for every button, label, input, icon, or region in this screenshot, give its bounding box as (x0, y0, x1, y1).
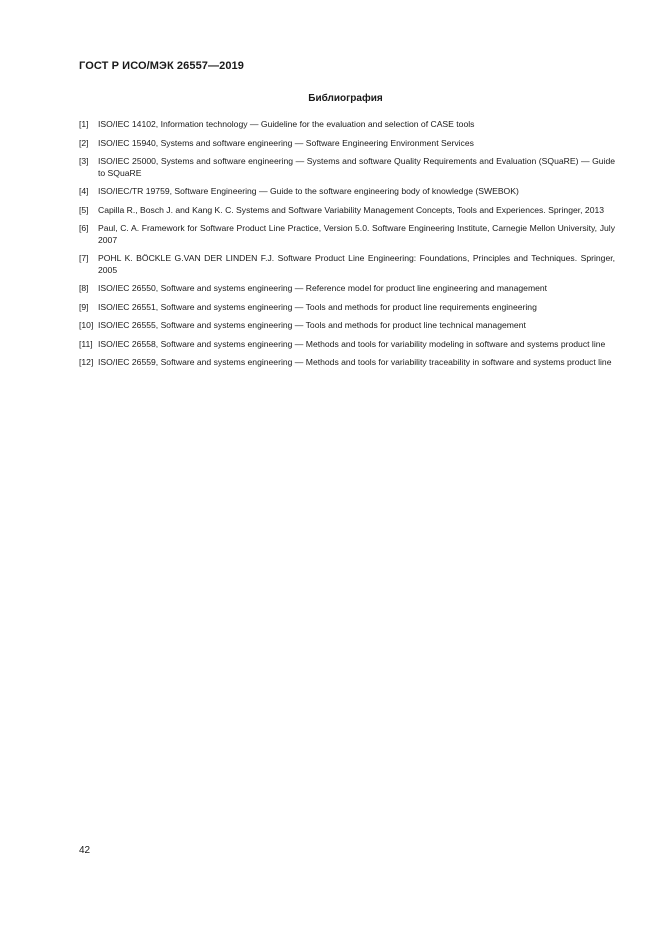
section-title: Библиография (308, 93, 383, 104)
document-header: ГОСТ Р ИСО/МЭК 26557—2019 (79, 60, 244, 72)
bibliography-entry (79, 205, 615, 217)
bibliography-entry (79, 320, 615, 332)
entry-number: [9] (79, 301, 89, 312)
entry-text: ISO/IEC 26558, Software and systems engineering — Methods and tools for variability modeling in software and systems product line (98, 338, 606, 349)
page-number: 42 (79, 845, 91, 856)
entry-text: ISO/IEC 26559, Software and systems engineering — Methods and tools for variability traceability in software and systems product line (98, 357, 612, 367)
entry-text: Capilla R., Bosch J. and Kang K. C. Systems and Software Variability Management Concepts, Tools and Experiences. Springer, 2013 (98, 204, 605, 215)
entry-number: [5] (79, 204, 89, 215)
entry-number: [2] (79, 137, 89, 148)
entry-number: [12] (79, 357, 94, 367)
bibliography-list (79, 119, 615, 376)
entry-text: POHL K. BÖCKLE G.VAN DER LINDEN F.J. Software Product Line Engineering: Foundations, Principles and Techniques. Springer, 2005 (98, 253, 615, 275)
entry-number: [3] (79, 156, 89, 166)
bibliography-entry (79, 253, 615, 276)
bibliography-entry (79, 283, 615, 295)
entry-text: ISO/IEC 15940, Systems and software engineering — Software Engineering Environment Services (98, 137, 474, 148)
entry-number: [7] (79, 253, 89, 263)
bibliography-entry (79, 138, 615, 150)
entry-text: ISO/IEC 26551, Software and systems engineering — Tools and methods for product line requirements engineering (98, 301, 537, 312)
bibliography-entry (79, 357, 615, 369)
bibliography-entry (79, 302, 615, 314)
bibliography-entry (79, 156, 615, 179)
entry-number: [6] (79, 223, 89, 233)
entry-number: [8] (79, 283, 89, 293)
entry-text: ISO/IEC/TR 19759, Software Engineering — Guide to the software engineering body of knowledge (SWEBOK) (98, 186, 519, 196)
bibliography-entry (79, 339, 615, 351)
entry-number: [1] (79, 119, 89, 129)
entry-number: [10] (79, 320, 94, 330)
bibliography-entry (79, 223, 615, 246)
entry-text: ISO/IEC 25000, Systems and software engineering — Systems and software Quality Requirements and Evaluation (SQuaRE) — Guide to SQuaRE (98, 156, 615, 178)
entry-text: ISO/IEC 26550, Software and systems engineering — Reference model for product line engineering and management (98, 283, 548, 293)
entry-text: ISO/IEC 14102, Information technology — Guideline for the evaluation and selection of CASE tools (98, 119, 475, 129)
entry-number: [11] (79, 338, 93, 349)
entry-text: ISO/IEC 26555, Software and systems engineering — Tools and methods for product line technical management (98, 320, 526, 330)
bibliography-entry (79, 186, 615, 198)
entry-text: Paul, C. A. Framework for Software Product Line Practice, Version 5.0. Software Engineering Institute, Carnegie Mellon University, July 2007 (98, 223, 615, 245)
entry-number: [4] (79, 186, 89, 196)
bibliography-entry (79, 119, 615, 131)
